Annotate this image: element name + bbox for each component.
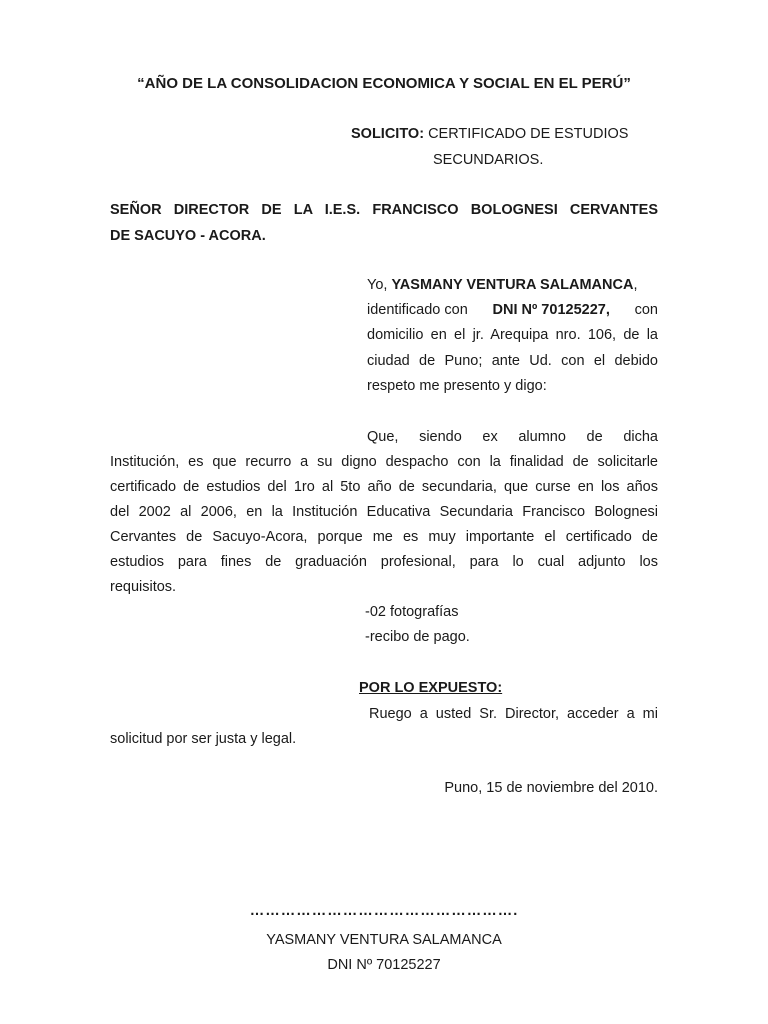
subject-line (351, 126, 628, 142)
body-first-line: Que, siendo ex alumno de dicha (367, 429, 658, 445)
intro-line-2 (367, 302, 658, 318)
body-line: certificado de estudios del 1ro al 5to año de secundaria, que curse en los años (110, 479, 658, 495)
applicant-dni: DNI Nº 70125227, (492, 302, 610, 318)
signature-line: ……………………………………………. (249, 903, 519, 919)
intro-line-3: domicilio en el jr. Arequipa nro. 106, de la (367, 327, 658, 343)
intro-comma: , (633, 277, 638, 293)
closing-line-1: Ruego a usted Sr. Director, acceder a mi (369, 706, 658, 722)
intro-yo: Yo, (367, 277, 388, 293)
intro-line-4: ciudad de Puno; ante Ud. con el debido (367, 353, 658, 369)
subject-text: CERTIFICADO DE ESTUDIOS (428, 126, 629, 142)
closing-heading: POR LO EXPUESTO: (359, 680, 503, 696)
body-line: Institución, es que recurro a su digno despacho con la finalidad de solicitarle (110, 454, 658, 470)
requirement-item: -recibo de pago. (365, 629, 470, 645)
subject-label: SOLICITO: (351, 126, 425, 142)
subject-continuation: SECUNDARIOS. (433, 152, 544, 168)
signature-dni: DNI Nº 70125227 (327, 957, 441, 973)
letter-date: Puno, 15 de noviembre del 2010. (444, 780, 658, 796)
intro-con: con (634, 302, 658, 318)
body-line: estudios para fines de graduación profesional, para lo cual adjunto los (110, 554, 658, 570)
applicant-name: YASMANY VENTURA SALAMANCA (391, 277, 634, 293)
year-motto: “AÑO DE LA CONSOLIDACION ECONOMICA Y SOCIAL EN EL PERÚ” (137, 75, 631, 92)
body-last-line: requisitos. (110, 579, 177, 595)
body-line: Cervantes de Sacuyo-Acora, porque me es muy importante el certificado de (110, 529, 658, 545)
requirement-item: -02 fotografías (365, 604, 459, 620)
closing-line-2: solicitud por ser justa y legal. (110, 731, 297, 747)
addressee-line-2: DE SACUYO - ACORA. (110, 228, 266, 244)
intro-line-5: respeto me presento y digo: (367, 378, 547, 394)
signature-name: YASMANY VENTURA SALAMANCA (266, 932, 502, 948)
body-line: del 2002 al 2006, en la Institución Educativa Secundaria Francisco Bolognesi (110, 504, 658, 520)
intro-identificado: identificado con (367, 302, 468, 318)
addressee-line-1: SEÑOR DIRECTOR DE LA I.E.S. FRANCISCO BOLOGNESI CERVANTES (110, 202, 658, 218)
intro-line-1 (367, 277, 637, 293)
